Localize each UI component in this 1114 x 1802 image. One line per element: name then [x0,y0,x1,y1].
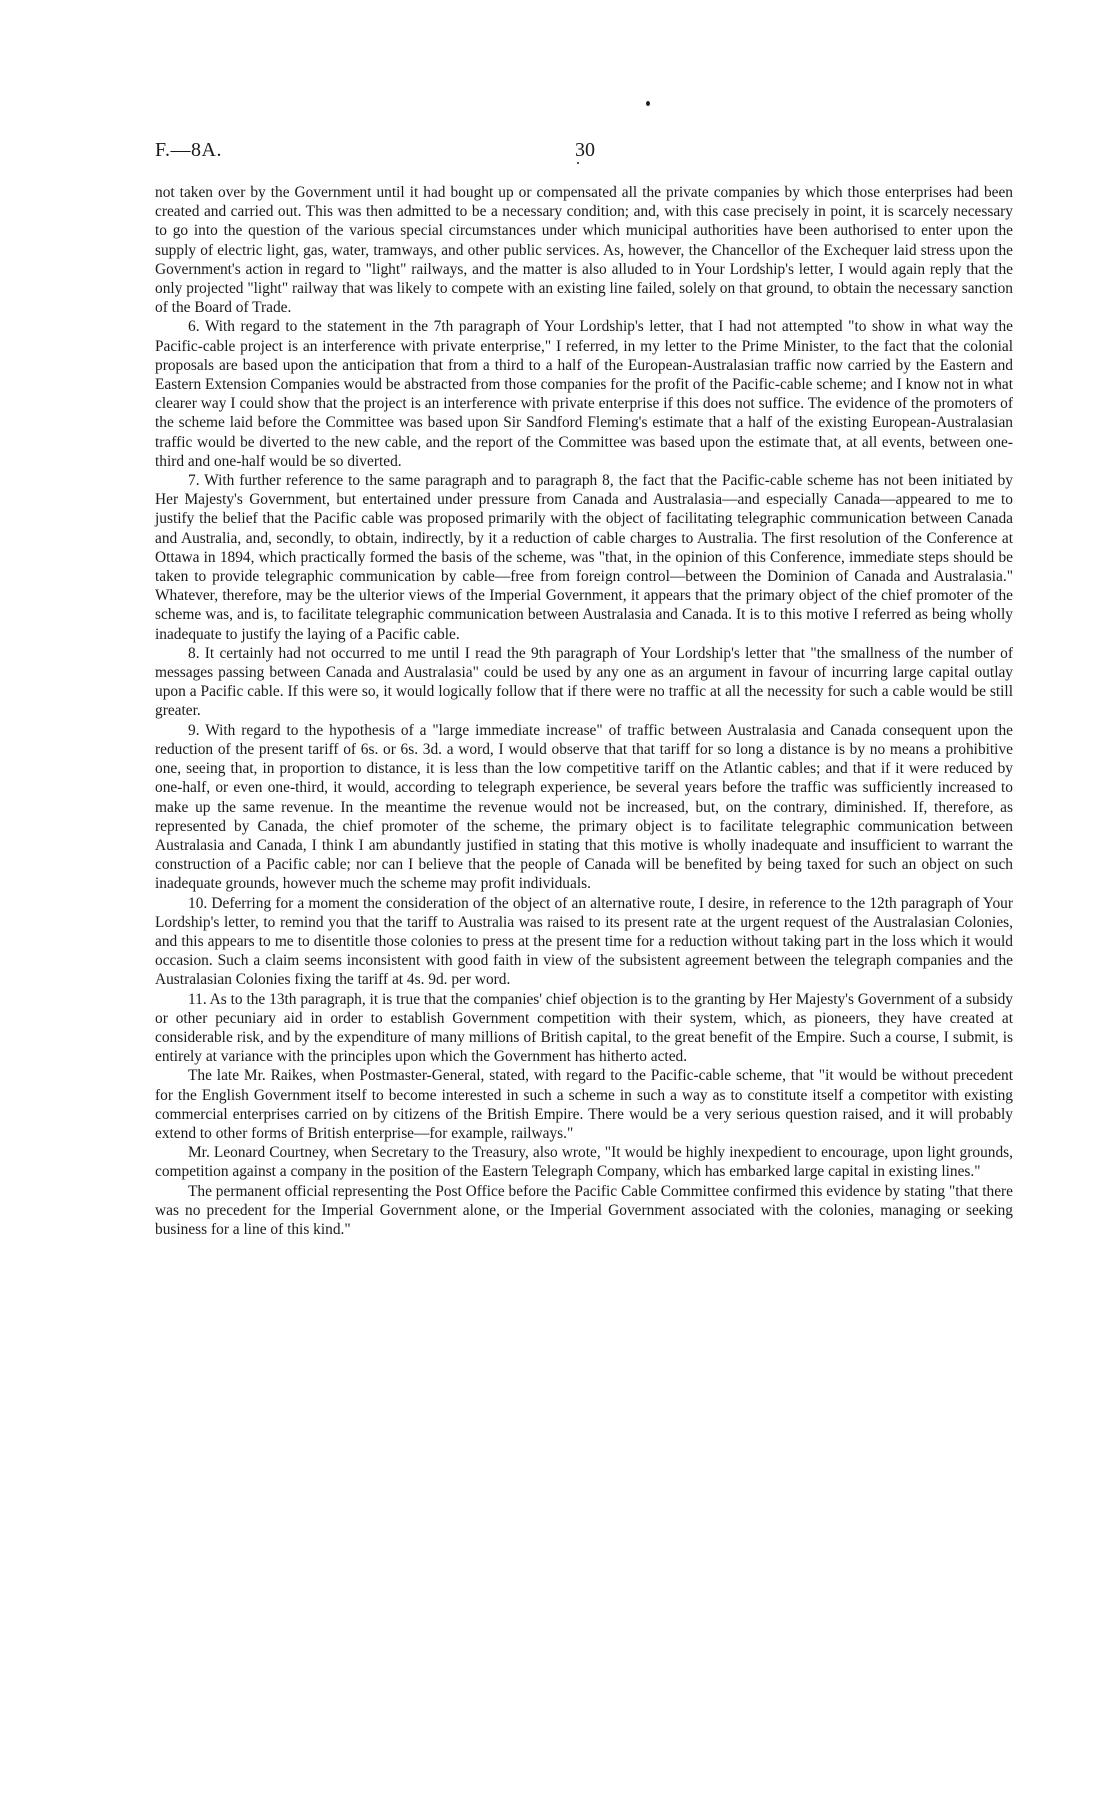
paragraph-continuation: not taken over by the Government until it had bought up or compensated all the private companies by which those enterprises had been created and carried out. This was then admitted to be a necessary condition; and, with this case precisely in point, it is scarcely necessary to go into the question of the various special circumstances under which municipal authorities have been authorised to enter upon the supply of electric light, gas, water, tramways, and other public services. As, however, the Chancellor of the Exchequer laid stress upon the Government's action in regard to "light" railways, and the matter is also alluded to in Your Lordship's letter, I would again reply that the only projected "light" railway that was likely to compete with an existing line failed, solely on that ground, to obtain the necessary sanction of the Board of Trade. [155,184,1013,317]
ink-mark [577,162,579,164]
paragraph-9: 9. With regard to the hypothesis of a "large immediate increase" of traffic between Australasia and Canada consequent upon the reduction of the present tariff of 6s. or 6s. 3d. a word, I would observe that that tariff for so long a distance is by no means a prohibitive one, seeing that, in proportion to distance, it is less than the low competitive tariff on the Atlantic cables; and that if it were reduced by one-half, or even one-third, it would, according to telegraph experience, be several years before the traffic was sufficiently increased to make up the same revenue. In the meantime the revenue would not be increased, but, on the contrary, diminished. If, therefore, as represented by Canada, the chief promoter of the scheme, the primary object is to facilitate telegraphic communication between Australasia and Canada, I think I am abundantly justified in stating that this motive is wholly inadequate and insufficient to warrant the construction of a Pacific cable; nor can I believe that the people of Canada will be benefited by being taxed for such an object on such inadequate grounds, however much the scheme may profit individuals. [155,721,1013,893]
paragraph-11: 11. As to the 13th paragraph, it is true that the companies' chief objection is to the granting by Her Majesty's Government of a subsidy or other pecuniary aid in order to establish Government competition with their system, which, as pioneers, they have created at considerable risk, and by the expenditure of many millions of British capital, to the great benefit of the Empire. Such a course, I submit, is entirely at variance with the principles upon which the Government has hitherto acted. [155,990,1013,1066]
paragraph-raikes-quote: The late Mr. Raikes, when Postmaster-General, stated, with regard to the Pacific-cable scheme, that "it would be without precedent for the English Government itself to become interested in such a scheme in such a way as to constitute itself a competitor with existing commercial enterprises carried on by citizens of the British Empire. There would be a very serious question raised, and it will probably extend to other forms of British enterprise—for example, railways." [155,1067,1013,1142]
page-header [155,136,965,164]
ink-dot [646,101,650,106]
paragraph-7: 7. With further reference to the same paragraph and to paragraph 8, the fact that the Pacific-cable scheme has not been initiated by Her Majesty's Government, but entertained under pressure from Canada and Australasia—and especially Canada—appeared to me to justify the belief that the Pacific cable was proposed primarily with the object of facilitating telegraphic communication between Canada and Australia, and, secondly, to obtain, indirectly, by it a reduction of cable charges to Australia. The first resolution of the Conference at Ottawa in 1894, which practically formed the basis of the scheme, was "that, in the opinion of this Conference, immediate steps should be taken to provide telegraphic communication by cable—free from foreign control—between the Dominion of Canada and Australasia." Whatever, therefore, may be the ulterior views of the Imperial Government, it appears that the primary object of the chief promoter of the scheme was, and is, to facilitate telegraphic communication between Australasia and Canada. It is to this motive I referred as being wholly inadequate to justify the laying of a Pacific cable. [155,472,1013,643]
paragraph-8: 8. It certainly had not occurred to me until I read the 9th paragraph of Your Lordship's letter that "the smallness of the number of messages passing between Canada and Australasia" could be used by any one as an argument in favour of incurring large capital outlay upon a Pacific cable. If this were so, it would logically follow that if there were no traffic at all the necessity for such a cable would be still greater. [155,644,1013,720]
paragraph-courtney-quote: Mr. Leonard Courtney, when Secretary to the Treasury, also wrote, "It would be highly inexpedient to encourage, upon light grounds, competition against a company in the position of the Eastern Telegraph Company, which has embarked large capital in existing lines." [155,1144,1013,1181]
page-number: 30 [575,139,595,161]
paragraph-6: 6. With regard to the statement in the 7th paragraph of Your Lordship's letter, that I had not attempted "to show in what way the Pacific-cable project is an interference with private enterprise," I referred, in my letter to the Prime Minister, to the fact that the colonial proposals are based upon the anticipation that from a third to a half of the European-Australasian traffic now carried by the Eastern and Eastern Extension Companies would be abstracted from those companies for the profit of the Pacific-cable scheme; and I know not in what clearer way I could show that the project is an interference with private enterprise if this does not suffice. The evidence of the promoters of the scheme laid before the Committee was based upon Sir Sandford Fleming's estimate that a half of the existing European-Australasian traffic would be diverted to the new cable, and the report of the Committee was based upon the estimate that, at all events, between one-third and one-half would be so diverted. [155,318,1013,470]
paragraph-post-office-evidence: The permanent official representing the Post Office before the Pacific Cable Committee confirmed this evidence by stating "that there was no precedent for the Imperial Government alone, or the Imperial Government associated with the colonies, managing or seeking business for a line of this kind." [155,1182,1013,1238]
paragraph-10: 10. Deferring for a moment the consideration of the object of an alternative route, I desire, in reference to the 12th paragraph of Your Lordship's letter, to remind you that the tariff to Australia was raised to its present rate at the urgent request of the Australasian Colonies, and this appears to me to disentitle those colonies to press at the present time for a reduction without taking part in the loss which it would occasion. Such a claim seems inconsistent with good faith in view of the subsistent agreement between the telegraph companies and the Australasian Colonies fixing the tariff at 4s. 9d. per word. [155,894,1013,989]
document-code: F.—8A. [155,139,222,161]
body-text [155,183,1013,1239]
